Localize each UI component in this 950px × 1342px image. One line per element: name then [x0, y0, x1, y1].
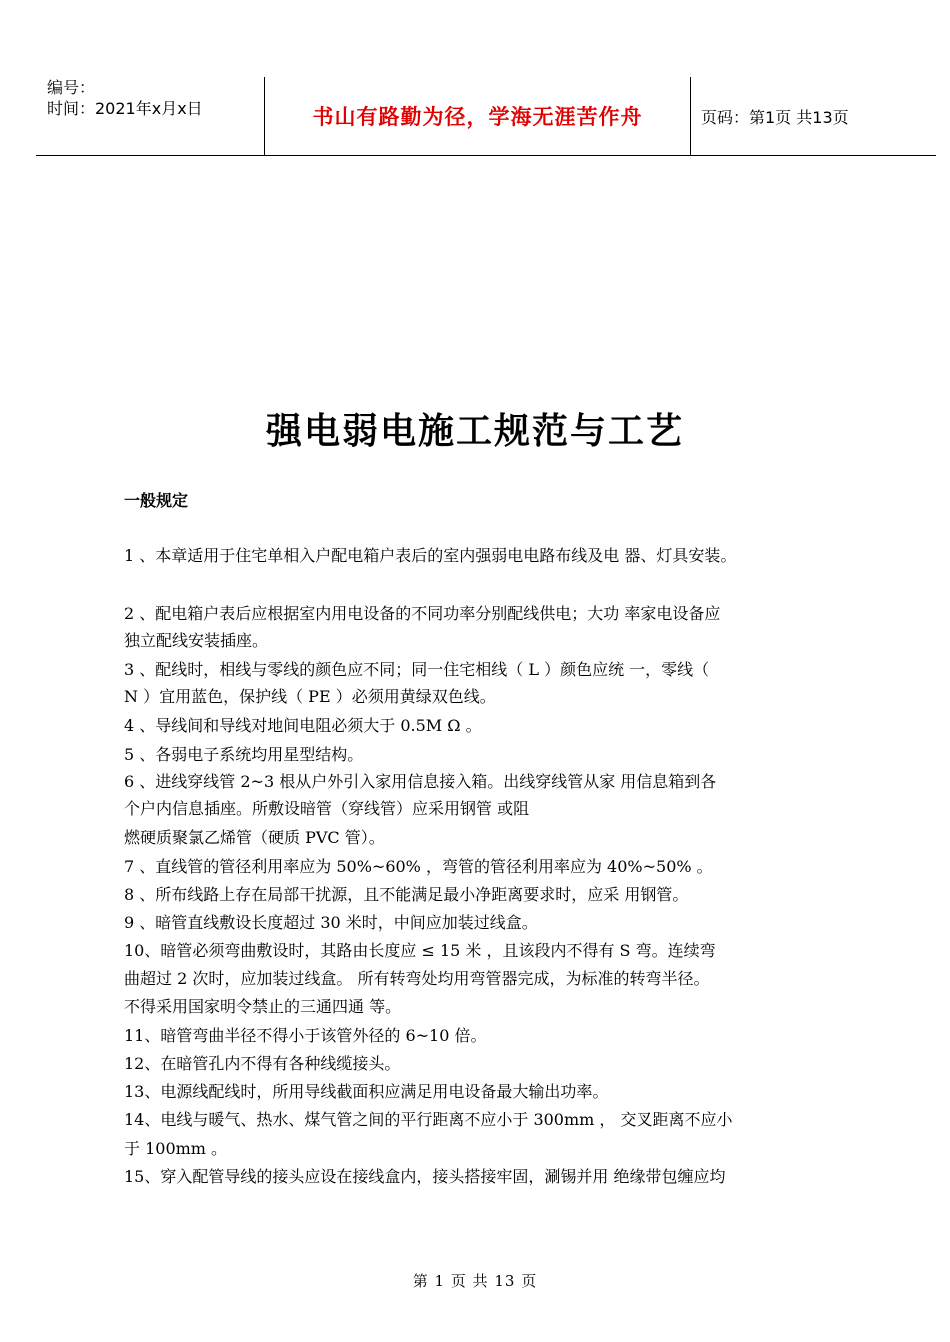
section-heading: 一般规定	[124, 491, 189, 510]
header-meta	[36, 77, 265, 155]
header-page-info: 页码：第1页 共13页	[701, 107, 849, 127]
document-number-label: 编号：	[47, 78, 96, 97]
paragraph-line: 5 、各弱电子系统均用星型结构。	[124, 745, 364, 764]
paragraph-line: 个户内信息插座。所敷设暗管（穿线管）应采用钢管 或阻	[124, 799, 530, 818]
paragraph-line: 13、电源线配线时，所用导线截面积应满足用电设备最大输出功率。	[124, 1082, 609, 1101]
paragraph-line: 曲超过 2 次时，应加装过线盒。 所有转弯处均用弯管器完成，为标准的转弯半径。	[124, 969, 710, 988]
paragraph-line: 燃硬质聚氯乙烯管（硬质 PVC 管）。	[124, 828, 385, 847]
paragraph-line: 6 、进线穿线管 2~3 根从户外引入家用信息接入箱。出线穿线管从家 用信息箱到各	[124, 772, 717, 791]
page-footer: 第 1 页 共 13 页	[412, 1272, 538, 1290]
paragraph-line: 4 、导线间和导线对地间电阻必须大于 0.5M Ω 。	[124, 716, 482, 735]
paragraph-line: 2 、配电箱户表后应根据室内用电设备的不同功率分别配线供电；大功 率家电设备应	[124, 604, 721, 623]
paragraph-line: 不得采用国家明令禁止的三通四通 等。	[124, 997, 402, 1016]
paragraph-line: 12、在暗管孔内不得有各种线缆接头。	[124, 1054, 401, 1073]
document-title: 强电弱电施工规范与工艺	[265, 411, 684, 452]
paragraph-line: 11、暗管弯曲半径不得小于该管外径的 6~10 倍。	[124, 1026, 487, 1045]
paragraph-line: 3 、配线时，相线与零线的颜色应不同；同一住宅相线（ L ）颜色应统 一，零线（	[124, 660, 710, 679]
paragraph-line: 9 、暗管直线敷设长度超过 30 米时，中间应加装过线盒。	[124, 913, 538, 932]
header-motto: 书山有路勤为径，学海无涯苦作舟	[265, 77, 691, 155]
document-header	[36, 77, 936, 156]
paragraph-line: 于 100mm 。	[124, 1139, 228, 1158]
paragraph-line: 14、电线与暖气、热水、煤气管之间的平行距离不应小于 300mm ， 交叉距离不应小	[124, 1110, 733, 1129]
paragraph-line: 10、暗管必须弯曲敷设时，其路由长度应 ≤ 15 米 ，且该段内不得有 S 弯。连续弯	[124, 941, 716, 960]
paragraph-line: 8 、所布线路上存在局部干扰源，且不能满足最小净距离要求时，应采 用钢管。	[124, 885, 689, 904]
paragraph-line: N ）宜用蓝色，保护线（ PE ）必须用黄绿双色线。	[124, 687, 496, 706]
paragraph-line: 7 、直线管的管径利用率应为 50%~60% ，弯管的管径利用率应为 40%~50% 。	[124, 857, 713, 876]
document-time-label: 时间：2021年x月x日	[47, 99, 203, 118]
paragraph-line: 15、穿入配管导线的接头应设在接线盒内，接头搭接牢固，涮锡并用 绝缘带包缠应均	[124, 1167, 726, 1186]
paragraph-line: 1 、本章适用于住宅单相入户配电箱户表后的室内强弱电电路布线及电 器、灯具安装。	[124, 546, 737, 565]
paragraph-line: 独立配线安装插座。	[124, 631, 269, 650]
